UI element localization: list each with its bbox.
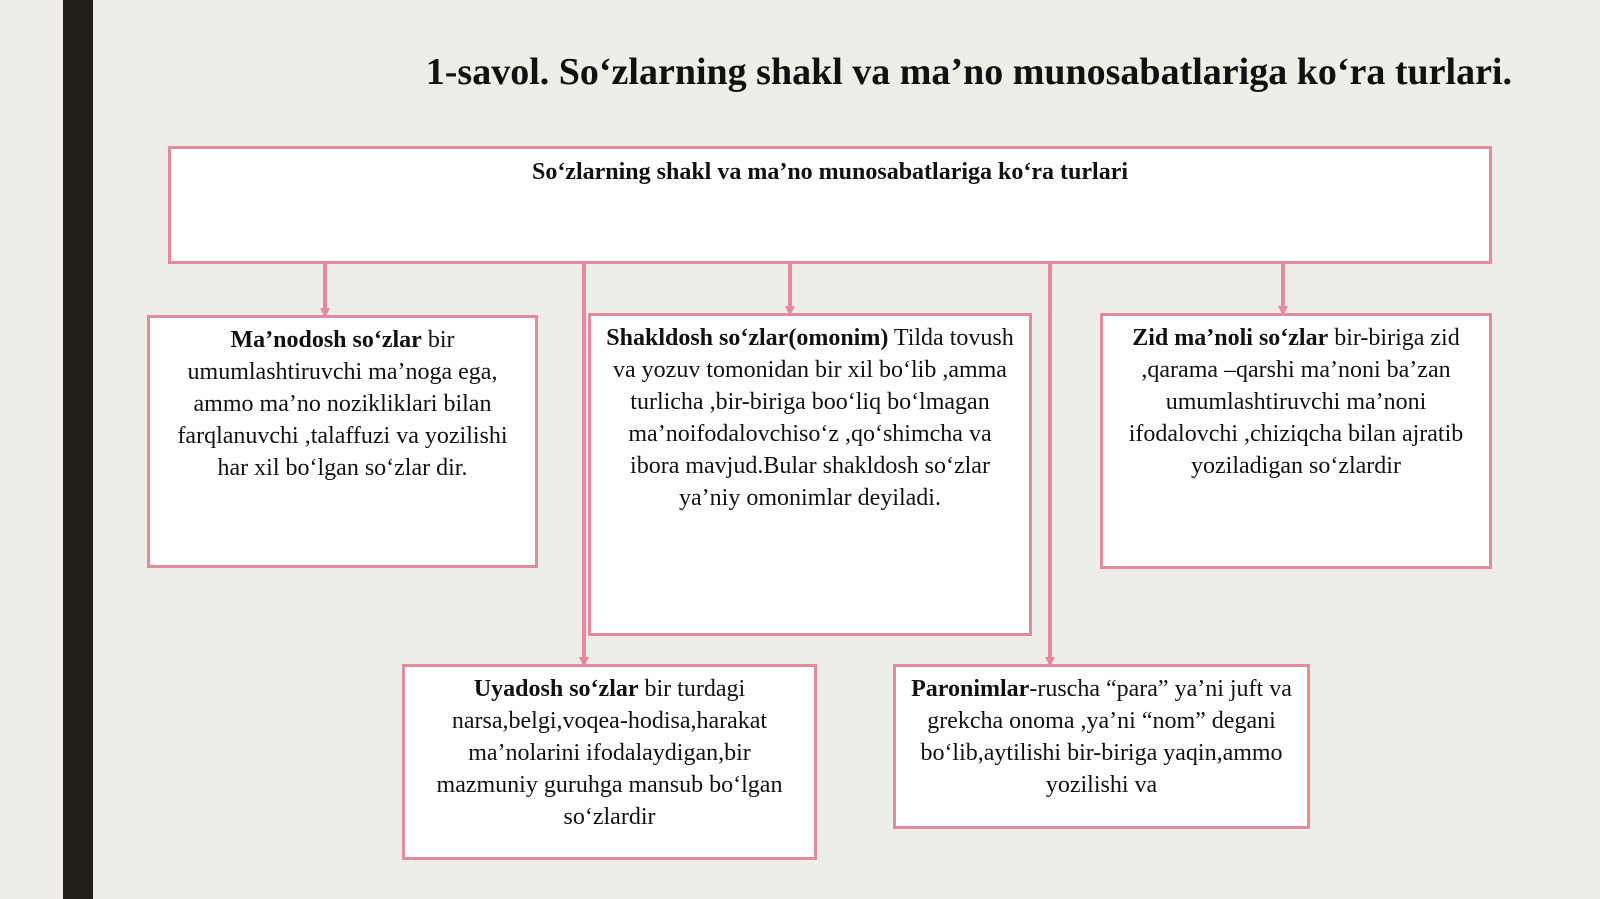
root-node-label: So‘zlarning shakl va ma’no munosabatlariga ko‘ra turlari: [531, 159, 1129, 185]
node-term: Uyadosh so‘zlar: [473, 676, 639, 702]
node-zid: [1100, 313, 1492, 569]
node-shakldosh: [588, 313, 1032, 636]
node-term: Zid ma’noli so‘zlar: [1132, 325, 1329, 351]
node-description: Tilda tovush va yozuv tomonidan bir xil bo‘lib ,amma turlicha ,bir-biriga boo‘liq bo‘lmagan ma’noifodalovchiso‘z ,qo‘shimcha va ibora mavjud.Bular shakldosh so‘zlar ya’niy omonimlar deyiladi.: [613, 325, 1014, 511]
root-node: [168, 146, 1492, 264]
node-uyadosh: [402, 664, 817, 860]
slide-title: 1-savol. So‘zlarning shakl va ma’no munosabatlariga ko‘ra turlari.: [425, 51, 1512, 93]
node-term: Paronimlar: [911, 676, 1030, 702]
node-description: bir umumlashtiruvchi ma’noga ega, ammo ma’no nozikliklari bilan farqlanuvchi ,talaffuzi va yozilishi har xil bo‘lgan so‘zlar dir.: [177, 327, 508, 481]
node-description: bir-biriga zid ,qarama –qarshi ma’noni ba’zan umumlashtiruvchi ma’noni ifodalovchi ,chiziqcha bilan ajratib yoziladigan so‘zlardir: [1128, 325, 1464, 479]
node-term: Ma’nodosh so‘zlar: [230, 327, 422, 353]
node-paronim: [893, 664, 1310, 829]
node-description: bir turdagi narsa,belgi,voqea-hodisa,harakat ma’nolarini ifodalaydigan,bir mazmuniy guruhga mansub bo‘lgan so‘zlardir: [436, 676, 783, 830]
node-description: -ruscha “para” ya’ni juft va grekcha onoma ,ya’ni “nom” degani bo‘lib,aytilishi bir-biriga yaqin,ammo yozilishi va: [920, 676, 1292, 798]
node-manodosh: [147, 315, 538, 568]
node-term: Shakldosh so‘zlar(omonim): [606, 325, 889, 351]
